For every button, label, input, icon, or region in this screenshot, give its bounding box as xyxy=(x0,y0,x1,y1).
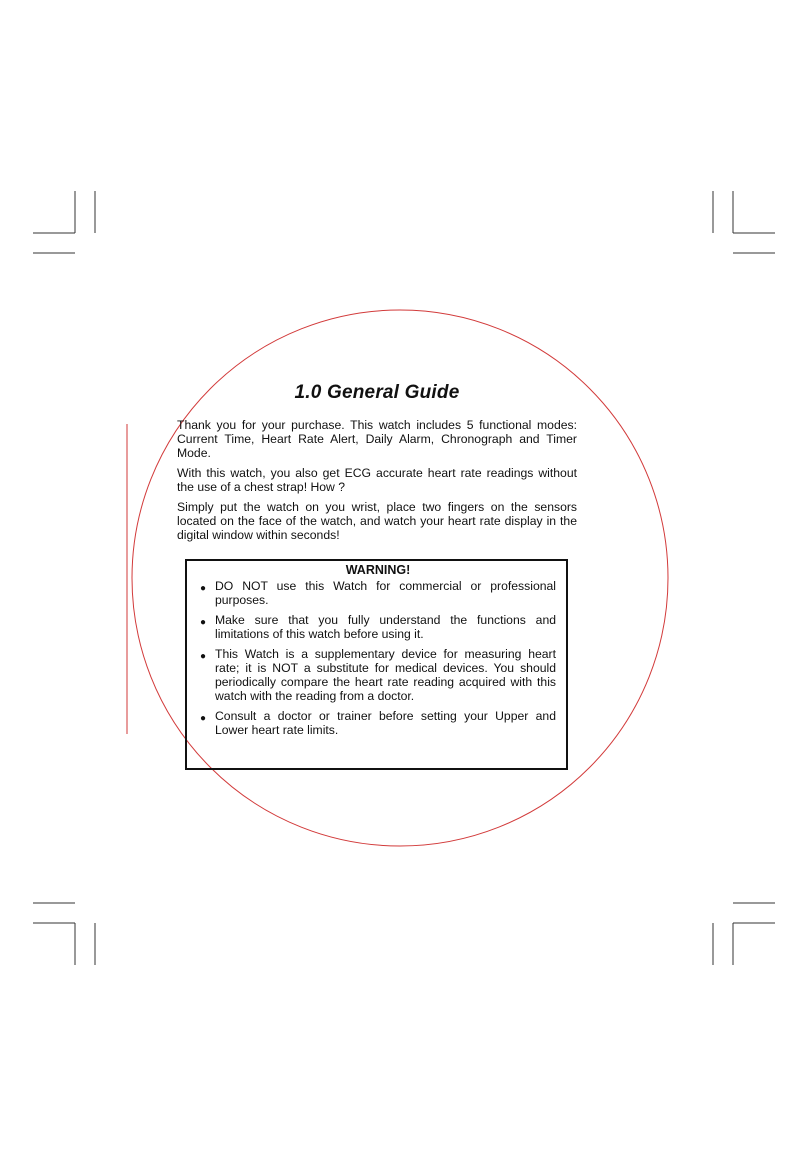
warning-item-text: This Watch is a supplementary device for measuring heart rate; it is NOT a substitute for medical devices. You should periodically compare the heart rate reading acquired with this watch with the reading from a doctor. xyxy=(215,647,556,703)
bullet-icon: ● xyxy=(200,713,207,724)
warning-item xyxy=(200,579,556,607)
bullet-icon: ● xyxy=(200,651,207,662)
warning-item xyxy=(200,647,556,703)
general-guide-section xyxy=(177,382,577,548)
warning-item xyxy=(200,613,556,641)
warning-item-text: Consult a doctor or trainer before setting your Upper and Lower heart rate limits. xyxy=(215,709,556,737)
warning-box xyxy=(185,559,568,770)
warning-item-text: DO NOT use this Watch for commercial or professional purposes. xyxy=(215,579,556,607)
intro-paragraph: Thank you for your purchase. This watch includes 5 functional modes: Current Time, Heart Rate Alert, Daily Alarm, Chronograph and Timer Mode. xyxy=(177,418,577,460)
warning-title: WARNING! xyxy=(345,563,411,577)
warning-item xyxy=(200,709,556,737)
bullet-icon: ● xyxy=(200,583,207,594)
ecg-paragraph: With this watch, you also get ECG accurate heart rate readings without the use of a chest strap! How ? xyxy=(177,466,577,494)
warning-list xyxy=(200,579,556,737)
bullet-icon: ● xyxy=(200,617,207,628)
usage-paragraph: Simply put the watch on you wrist, place two fingers on the sensors located on the face of the watch, and watch your heart rate display in the digital window within seconds! xyxy=(177,500,577,542)
page-title: 1.0 General Guide xyxy=(294,382,460,403)
warning-item-text: Make sure that you fully understand the functions and limitations of this watch before using it. xyxy=(215,613,556,641)
